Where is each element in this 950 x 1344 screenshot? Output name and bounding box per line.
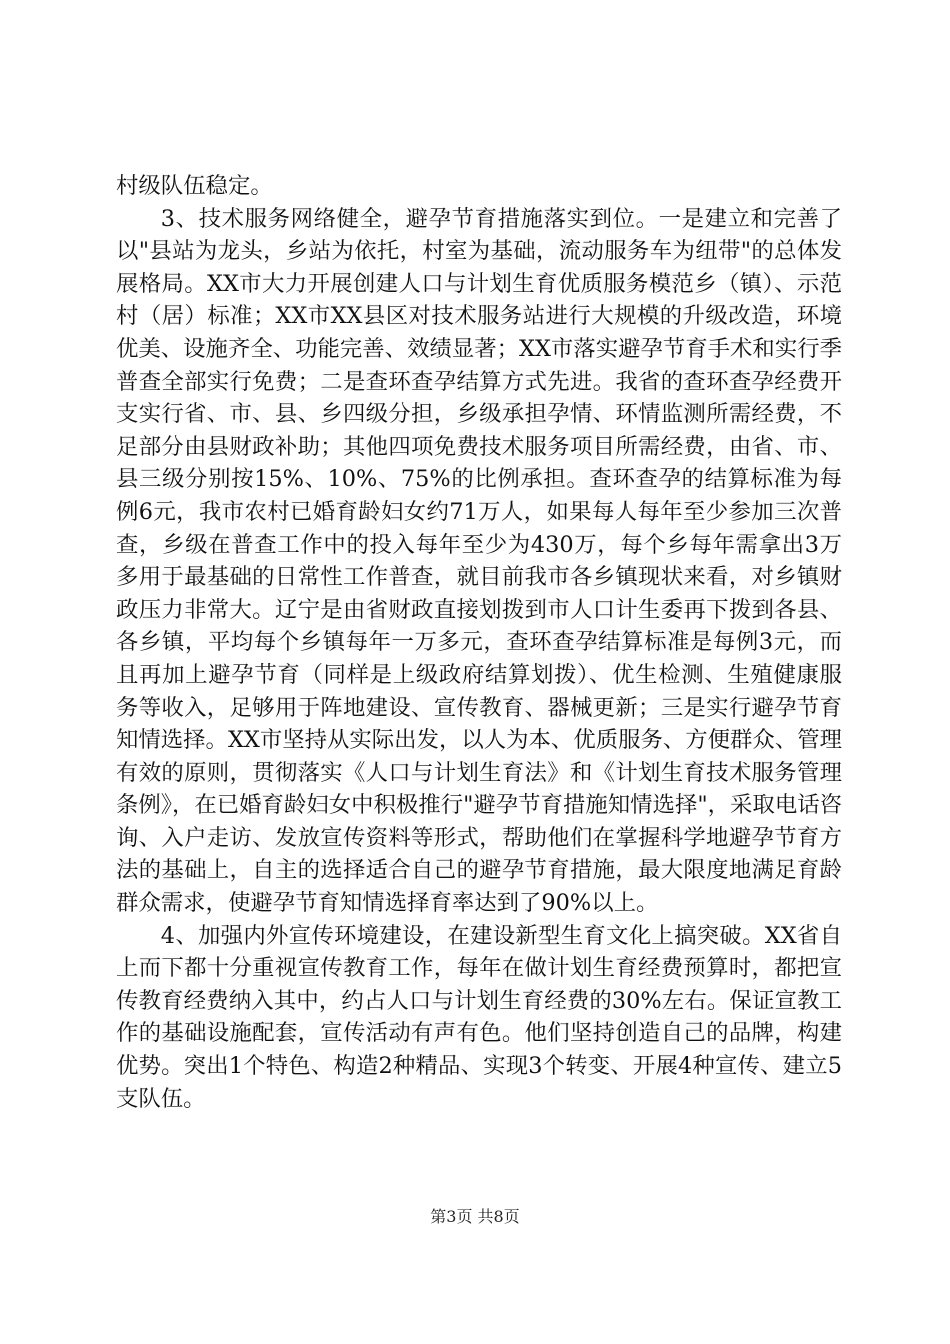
body-text xyxy=(116,170,842,1115)
page-footer: 第3页 共8页 xyxy=(430,1207,520,1226)
paragraph-3: 3、技术服务网络健全，避孕节育措施落实到位。一是建立和完善了以"县站为龙头，乡站为依托，村室为基础，流动服务车为纽带"的总体发展格局。XX市大力开展创建人口与计划生育优质服务模范乡（镇）、示范村（居）标准；XX市XX县区对技术服务站进行大规模的升级改造，环境优美、设施齐全、功能完善、效绩显著；XX市落实避孕节育手术和实行季普查全部实行免费；二是查环查孕结算方式先进。我省的查环查孕经费开支实行省、市、县、乡四级分担，乡级承担孕情、环情监测所需经费，不足部分由县财政补助；其他四项免费技术服务项目所需经费，由省、市、县三级分别按15%、10%、75%的比例承担。查环查孕的结算标准为每例6元，我市农村已婚育龄妇女约71万人，如果每人每年至少参加三次普查，乡级在普查工作中的投入每年至少为430万，每个乡每年需拿出3万多用于最基础的日常性工作普查，就目前我市各乡镇现状来看，对乡镇财政压力非常大。辽宁是由省财政直接划拨到市人口计生委再下拨到各县、各乡镇，平均每个乡镇每年一万多元，查环查孕结算标准是每例3元，而且再加上避孕节育（同样是上级政府结算划拨）、优生检测、生殖健康服务等收入，足够用于阵地建设、宣传教育、器械更新；三是实行避孕节育知情选择。XX市坚持从实际出发，以人为本、优质服务、方便群众、管理有效的原则，贯彻落实《人口与计划生育法》和《计划生育技术服务管理条例》，在已婚育龄妇女中积极推行"避孕节育措施知情选择"，采取电话咨询、入户走访、发放宣传资料等形式，帮助他们在掌握科学地避孕节育方法的基础上，自主的选择适合自己的避孕节育措施，最大限度地满足育龄群众需求，使避孕节育知情选择育率达到了90%以上。 xyxy=(116,205,842,917)
paragraph-continuation: 村级队伍稳定。 xyxy=(116,173,273,199)
paragraph-4: 4、加强内外宣传环境建设，在建设新型生育文化上搞突破。XX省自上而下都十分重视宣传教育工作，每年在做计划生育经费预算时，都把宣传教育经费纳入其中，约占人口与计划生育经费的30%左右。保证宣教工作的基础设施配套，宣传活动有声有色。他们坚持创造自己的品牌，构建优势。突出1个特色、构造2种精品、实现3个转变、开展4种宣传、建立5支队伍。 xyxy=(116,922,842,1112)
